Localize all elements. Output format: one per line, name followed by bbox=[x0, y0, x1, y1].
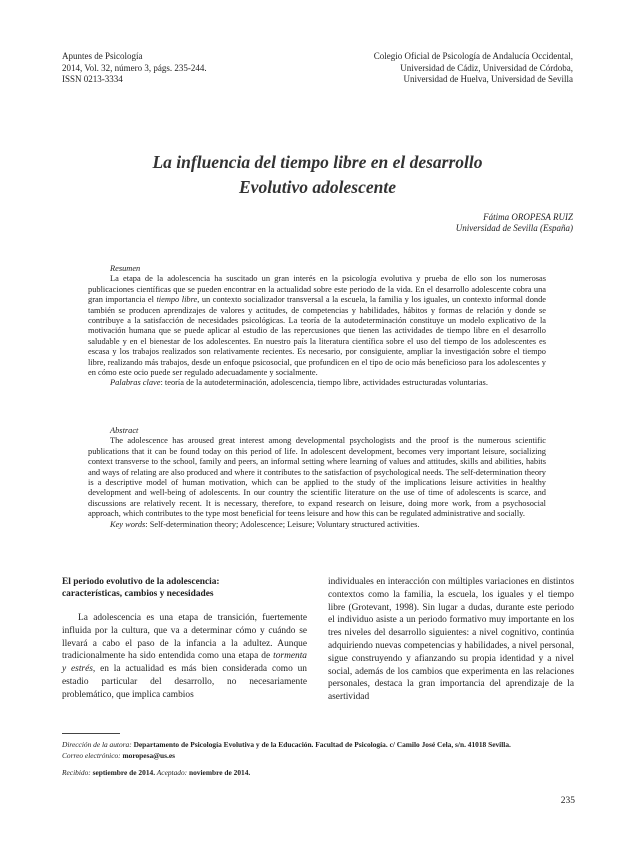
journal-citation bbox=[62, 51, 207, 86]
author-block bbox=[456, 212, 573, 234]
body-paragraph: individuales en interacción con múltiples variaciones en distintos contextos como la familia, la escuela, los iguales y el tiempo libre (Grotevant, 1998). Sin lugar a dudas, durante este periodo el individuo asiste a un periodo formativo muy importante en los tres niveles del desarrollo siguientes: a nivel cognitivo, continúa adquiriendo nuevas competencias y habilidades, a nivel personal, sigue construyendo y afianzando su propia identidad y a nivel social, además de los cambios que experimenta en las relaciones personales, destaca la gran importancia del aprendizaje de la asertividad bbox=[328, 577, 574, 703]
dates-line bbox=[62, 767, 577, 779]
author-email bbox=[62, 750, 577, 762]
keywords-text: : Self-determination theory; Adolescence; Leisure; Voluntary structured activities. bbox=[145, 519, 420, 529]
keywords-label: Key words bbox=[110, 519, 146, 529]
resumen-keywords bbox=[88, 378, 546, 388]
accepted-label: Aceptado: bbox=[155, 768, 188, 777]
publisher-line: Colegio Oficial de Psicología de Andalucía Occidental, bbox=[373, 51, 573, 61]
article-title bbox=[60, 150, 575, 200]
author-affiliation: Universidad de Sevilla (España) bbox=[455, 223, 573, 233]
address-label: Dirección de la autora: bbox=[62, 740, 132, 749]
body-text: , en la actualidad es más bien considerada como un estadio particular del desarrollo, no necesariamente problemático, que implica cambios bbox=[62, 664, 307, 700]
abstract-label: Abstract bbox=[110, 426, 139, 435]
journal-name: Apuntes de Psicología bbox=[62, 51, 143, 61]
publisher-info bbox=[374, 51, 573, 86]
heading-line: El periodo evolutivo de la adolescencia: bbox=[62, 577, 220, 587]
journal-volume: 2014, Vol. 32, número 3, págs. 235-244. bbox=[62, 62, 207, 73]
resumen-body bbox=[88, 274, 546, 378]
title-line: Evolutivo adolescente bbox=[239, 177, 396, 197]
abstract-text: The adolescence has aroused great interest among developmental psychologists and the proof is the numerous scientific publications that it can be found today on this period of life. In adolescent development, becomes very important leisure, socializing context transverse to the school, family and peers, an informal setting where learning of values and attitudes, skills and abilities, habits and ways of relating are also produced and where it contributes to the satisfaction of psychological needs. The self-determination theory is a descriptive model of human motivation, which can be applied to the study of the implications leisure activities in healthy development and well-being of adolescents. In our country the scientific literature on the use of time of adolescents is scarce, and discussions are relatively recent. It is necessary, therefore, to expand research on leisure, doing more work, from a psychosocial approach, which contributes to the type most beneficial for teens leisure and how this can be regulated administrative and socially. bbox=[88, 436, 546, 519]
abstract-keywords bbox=[88, 520, 546, 530]
resumen-text: , un contexto socializador transversal a la escuela, la familia y los iguales, un contexto informal donde también se producen aprendizajes de valores y actitudes, de competencias y habilidades, hábitos y formas de relación y donde se contribuye a la satisfacción de necesidades psicológicas. La teoría de la autodeterminación constituye un modelo explicativo de la motivación humana que se puede aplicar al estudio de las repercusiones que tienen las actividades de tiempo libre en el desarrollo saludable y en el bienestar de los adolescentes. En nuestro país la literatura científica sobre el uso del tiempo de los adolescentes es escasa y los trabajos realizados son relativamente recientes. Es necesario, por consiguiente, ampliar la investigación sobre el tiempo libre, realizando más trabajos, desde un enfoque psicosocial, que profundicen en el tipo de ocio más beneficioso para los adolescentes y en cómo este ocio puede ser regulado adecuadamente y socialmente. bbox=[88, 295, 546, 378]
email-link[interactable]: moropesa@us.es bbox=[120, 751, 176, 760]
author-name: Fátima OROPESA RUIZ bbox=[483, 212, 573, 222]
body-paragraph bbox=[62, 612, 307, 702]
abstract-section bbox=[88, 426, 546, 530]
publisher-line: Universidad de Cádiz, Universidad de Córdoba, bbox=[400, 62, 573, 73]
body-emphasis: tormenta y estrés bbox=[62, 651, 307, 675]
footnote-divider bbox=[62, 733, 120, 734]
author-address bbox=[62, 739, 577, 751]
heading-line: características, cambios y necesidades bbox=[62, 589, 214, 599]
title-line: La influencia del tiempo libre en el desarrollo bbox=[152, 152, 483, 172]
abstract-body bbox=[88, 436, 546, 519]
received-label: Recibido: bbox=[62, 768, 91, 777]
address-text: Departamento de Psicología Evolutiva y de la Educación. Facultad de Psicología. c/ Camilo José Cela, s/n. 41018 Sevilla. bbox=[131, 740, 511, 749]
keywords-text: : teoría de la autodeterminación, adolescencia, tiempo libre, actividades estructuradas voluntarias. bbox=[160, 378, 488, 388]
resumen-emphasis: tiempo libre bbox=[156, 295, 198, 305]
resumen-text: La etapa de la adolescencia ha suscitado un gran interés en la psicología evolutiva y prueba de ello son los numerosas publicaciones científicas que se pueden encontrar en la actualidad sobre este periodo de la vida. En el desarrollo adolescente cobra una gran importancia el bbox=[88, 274, 546, 305]
email-label: Correo electrónico: bbox=[62, 751, 121, 760]
received-date: septiembre de 2014. bbox=[90, 768, 156, 777]
right-column bbox=[328, 576, 574, 704]
section-heading bbox=[62, 576, 307, 600]
accepted-date: noviembre de 2014. bbox=[187, 768, 251, 777]
resumen-section bbox=[88, 264, 546, 389]
left-column bbox=[62, 576, 307, 702]
page-number: 235 bbox=[560, 796, 575, 806]
keywords-label: Palabras clave bbox=[110, 378, 161, 388]
body-text: La adolescencia es una etapa de transición, fuertemente influida por la cultura, que va a determinar cómo y cuándo se llevará a cabo el paso de la infancia a la adultez. Aunque tradicionalmente ha sido entendida como una etapa de bbox=[62, 613, 307, 662]
journal-issn: ISSN 0213-3334 bbox=[62, 74, 123, 84]
publisher-line: Universidad de Huelva, Universidad de Sevilla bbox=[403, 74, 573, 84]
resumen-label: Resumen bbox=[110, 264, 141, 273]
